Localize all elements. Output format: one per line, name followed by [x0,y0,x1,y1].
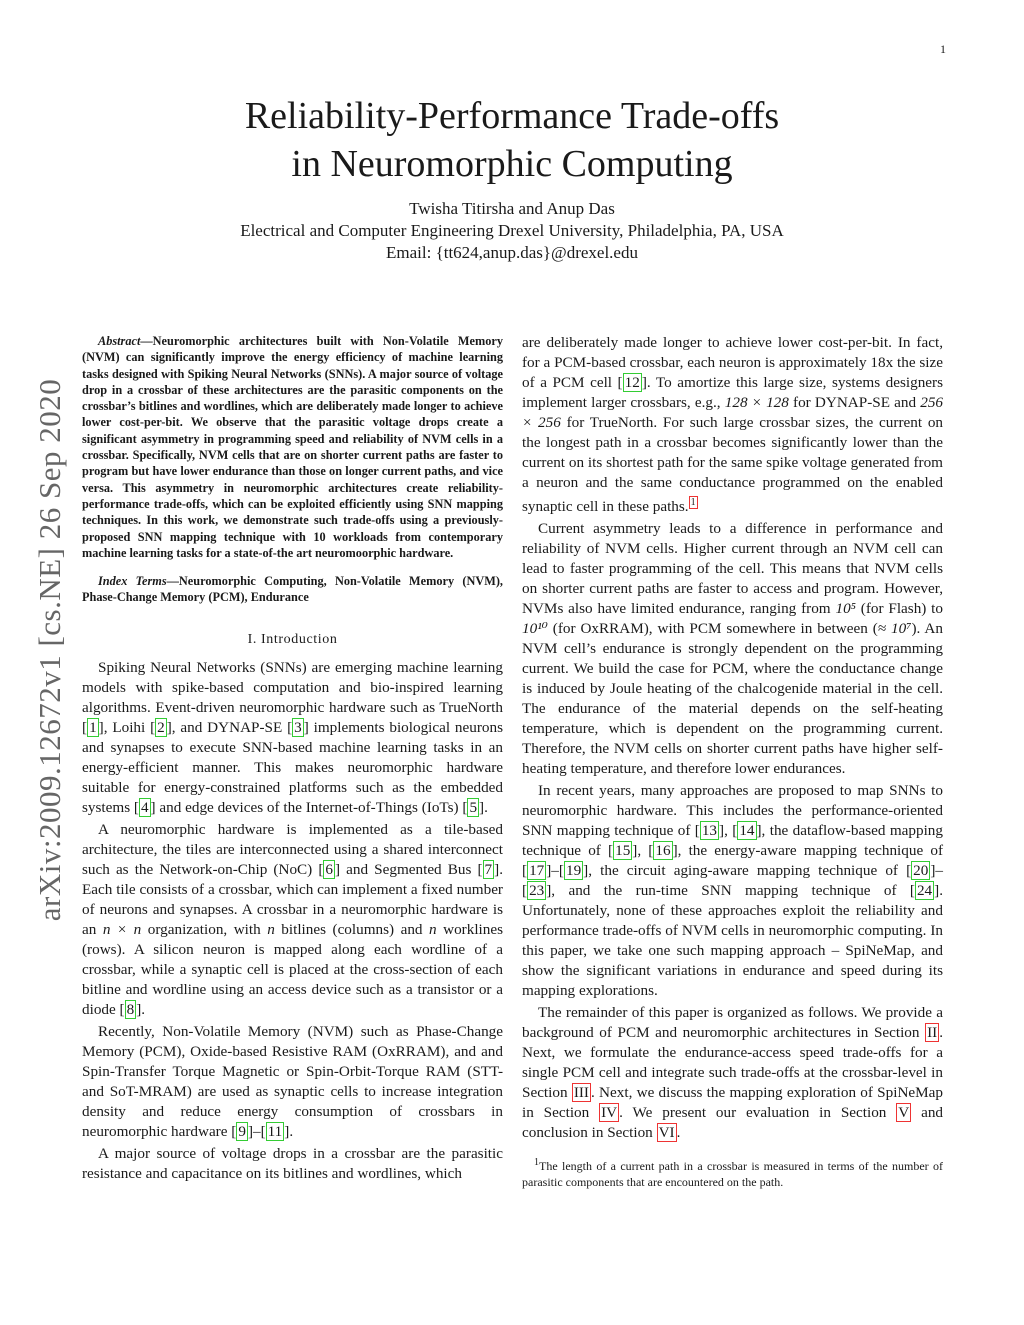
intro-paragraph-3: Recently, Non-Volatile Memory (NVM) such as Phase-Change Memory (PCM), Oxide-based Resistive RAM (OxRRAM), and and Spin-Transfer Torque Magnetic or Spin-Orbit-Torque RAM (STT- and SoT-MRAM) are used as synaptic cells to increase integration density and reduce energy consumption of crossbars in neuromorphic hardware [ 9 ]–[ 11 ]. [82,1022,503,1140]
citation-link[interactable]: 2 [157,718,165,736]
citation-link[interactable]: 19 [565,862,582,880]
author-email: Email: {tt624,anup.das}@drexel.edu [386,243,638,262]
citation-link[interactable]: 23 [529,882,545,900]
citation-link[interactable]: 16 [655,842,671,860]
citation-link[interactable]: 4 [140,798,149,816]
abstract-text: —Neuromorphic architectures built with Non-Volatile Memory (NVM) can significantly improve the energy efficiency of machine learning tasks designed with Spiking Neural Networks (SNNs). A major source of voltage drop in a crossbar of these architectures are the parasitic components on the crossbar’s bitlines and wordlines, which are deliberately made longer to achieve lower cost-per-bit. We observe that the parasitic voltage drops create a significant asymmetry in programming speed and reliability of NVM cells in a crossbar. Specifically, NVM cells that are on shorter current paths are faster to program but have lower endurance than those on longer current paths, and vice versa. This asymmetry in neuromorphic architectures create reliability-performance trade-offs, which can be exploited efficiently using SNN mapping techniques. In this work, we demonstrate such trade-offs using a previously-proposed SNN mapping technique with 10 workloads from contemporary machine learning tasks for a state-of-the art neuromoorphic hardware. [82,334,503,560]
citation-link[interactable]: 13 [701,822,718,840]
math-expression: 10⁵ [835,600,856,618]
citation-link[interactable]: 15 [615,842,631,860]
math-expression: ≈ 10⁷ [877,620,912,638]
intro-paragraph-5: Current asymmetry leads to a difference in performance and reliability of NVM cells. Higher current through an NVM cell can lead to faster programming of the cell. This means that NVM cells on shorter current paths are faster to access and program. However, NVMs also have limited endurance, ranging from 10⁵ (for Flash) to 10¹⁰ (for OxRRAM), with PCM somewhere in between (≈ 10⁷). An NVM cell’s endurance is strongly dependent on the programming current. We build the case for PCM, where the conductance change is induced by Joule heating of the chalcogenide material in the cell. The endurance of the material depends on the self-heating temperature, which is dependent on the programming current. Therefore, the NVM cells on shorter current paths have higher self-heating temperature, and therefore lower endurances. [522,520,943,778]
math-expression: 256 × 256 [522,394,943,431]
section-heading-introduction: I. Introduction [247,631,338,647]
index-terms [82,573,503,606]
citation-link[interactable]: 17 [529,862,545,880]
author-block [0,198,1024,264]
citation-link[interactable]: 24 [916,882,933,900]
intro-paragraph-1: Spiking Neural Networks (SNNs) are emerging machine learning models with spike-based computation and bio-inspired learning algorithms. Event-driven neuromorphic hardware such as TrueNorth [ 1 ], Loihi [ 2 ], and DYNAP-SE [ 3 ] implements biological neurons and synapses to execute SNN-based machine learning tasks in an energy-efficient manner. This makes neuromorphic hardware suitable for energy-constrained platforms such as the embedded systems [ 4 ] and edge devices of the Internet-of-Things (IoTs) [ 5 ]. [82,658,503,816]
citation-link[interactable]: 5 [469,798,478,816]
citation-link[interactable]: 11 [267,1122,283,1140]
right-column [522,333,943,1190]
page-number: 1 [940,42,946,56]
section-link[interactable]: III [573,1084,589,1102]
paper-title [0,92,1024,188]
citation-link[interactable]: 14 [739,822,755,840]
citation-link[interactable]: 12 [624,374,640,391]
intro-paragraph-6: In recent years, many approaches are proposed to map SNNs to neuromorphic hardware. This includes the performance-oriented SNN mapping technique of [ 13 ], [ 14 ], the dataflow-based mapping technique of [ 15 ], [ 16 ], the energy-aware mapping technique of [ 17 ]–[ 19 ], the circuit aging-aware mapping technique of [ 20 ]–[ 23 ], and the run-time SNN mapping technique of [ 24 ]. Unfortunately, none of these approaches exploit the reliability and performance trade-offs of NVM cells in neuromorphic computing. In this paper, we take one such mapping approach – SpiNeMap, and show the significant variations in endurance and speed during its mapping explorations. [522,782,944,1000]
author-names: Twisha Titirsha and Anup Das [409,199,615,218]
intro-paragraph-2: A neuromorphic hardware is implemented as a tile-based architecture, the tiles are interconnected using a shared interconnect such as the Network-on-Chip (NoC) [ 6 ] and Segmented Bus [ 7 ]. Each tile consists of a crossbar, which can implement a fixed number of neurons and synapses. A crossbar in a neuromorphic hardware is an n × n organization, with n bitlines (columns) and n worklines (rows). A silicon neuron is mapped along each wordline of a crossbar, while a synaptic cell is placed at the cross-section of each bitline and wordline using an access device such as a transistor or a diode [ 8 ]. [82,820,504,1018]
math-expression: 10¹⁰ [522,620,548,638]
math-expression: n × n [102,920,142,938]
title-line-2: in Neuromorphic Computing [291,143,733,185]
citation-link[interactable]: 1 [89,718,97,736]
math-expression: n [267,920,275,938]
math-expression: n [429,920,437,938]
index-terms-text: —Neuromorphic Computing, Non-Volatile Memory (NVM), Phase-Change Memory (PCM), Endurance [82,574,503,605]
title-line-1: Reliability-Performance Trade-offs [244,95,780,137]
section-link[interactable]: VI [658,1124,675,1142]
arxiv-identifier: arXiv:2009.12672v1 [cs.NE] 26 Sep 2020 [32,378,67,922]
citation-link[interactable]: 7 [484,860,493,878]
author-affiliation: Electrical and Computer Engineering Drexel University, Philadelphia, PA, USA [240,221,784,240]
math-expression: 128 × 128 [724,394,789,411]
index-terms-label: Index Terms [98,574,167,589]
footnote [522,1155,943,1190]
abstract-label: Abstract [98,334,141,348]
citation-link[interactable]: 9 [238,1122,246,1140]
citation-link[interactable]: 3 [294,718,302,736]
section-link[interactable]: V [898,1104,910,1122]
section-link[interactable]: IV [601,1104,618,1122]
intro-paragraph-4: A major source of voltage drops in a crossbar are the parasitic resistance and capacitance on its bitlines and wordlines, which [82,1144,503,1182]
intro-paragraph-7: The remainder of this paper is organized as follows. We provide a background of PCM and neuromorphic architectures in Section II . Next, we formulate the endurance-access speed trade-offs for a single PCM cell and integrate such trade-offs at the crossbar-level in Section III . Next, we discuss the mapping exploration of SpiNeMap in Section IV . We present our evaluation in Section V and conclusion in Section VI . [522,1004,944,1142]
left-column [82,333,503,1186]
abstract [82,333,503,561]
footnote-mark: 1 [534,1157,539,1169]
intro-paragraph-4-continued: are deliberately made longer to achieve lower cost-per-bit. In fact, for a PCM-based crossbar, each neuron is approximately 18x the size of a PCM cell [ 12 ]. To amortize this large size, systems designers implement larger crossbars, e.g., 128 × 128 for DYNAP-SE and 256 × 256 for TrueNorth. For such large crossbar sizes, the current on the longest path in a crossbar becomes significantly lower than the current on its shortest path for the same spike voltage generated from a neuron and the same conductance programmed on the enabled synaptic cell in these paths. $^1$ [522,334,944,516]
citation-link[interactable]: 20 [913,862,929,880]
citation-link[interactable]: 8 [126,1000,135,1018]
citation-link[interactable]: 6 [325,860,333,878]
section-link[interactable]: II [927,1024,938,1042]
footnote-link[interactable]: 1 [690,497,696,508]
footnote-text: The length of a current path in a crossbar is measured in terms of the number of parasitic components that are encountered on the path. [522,1159,943,1190]
